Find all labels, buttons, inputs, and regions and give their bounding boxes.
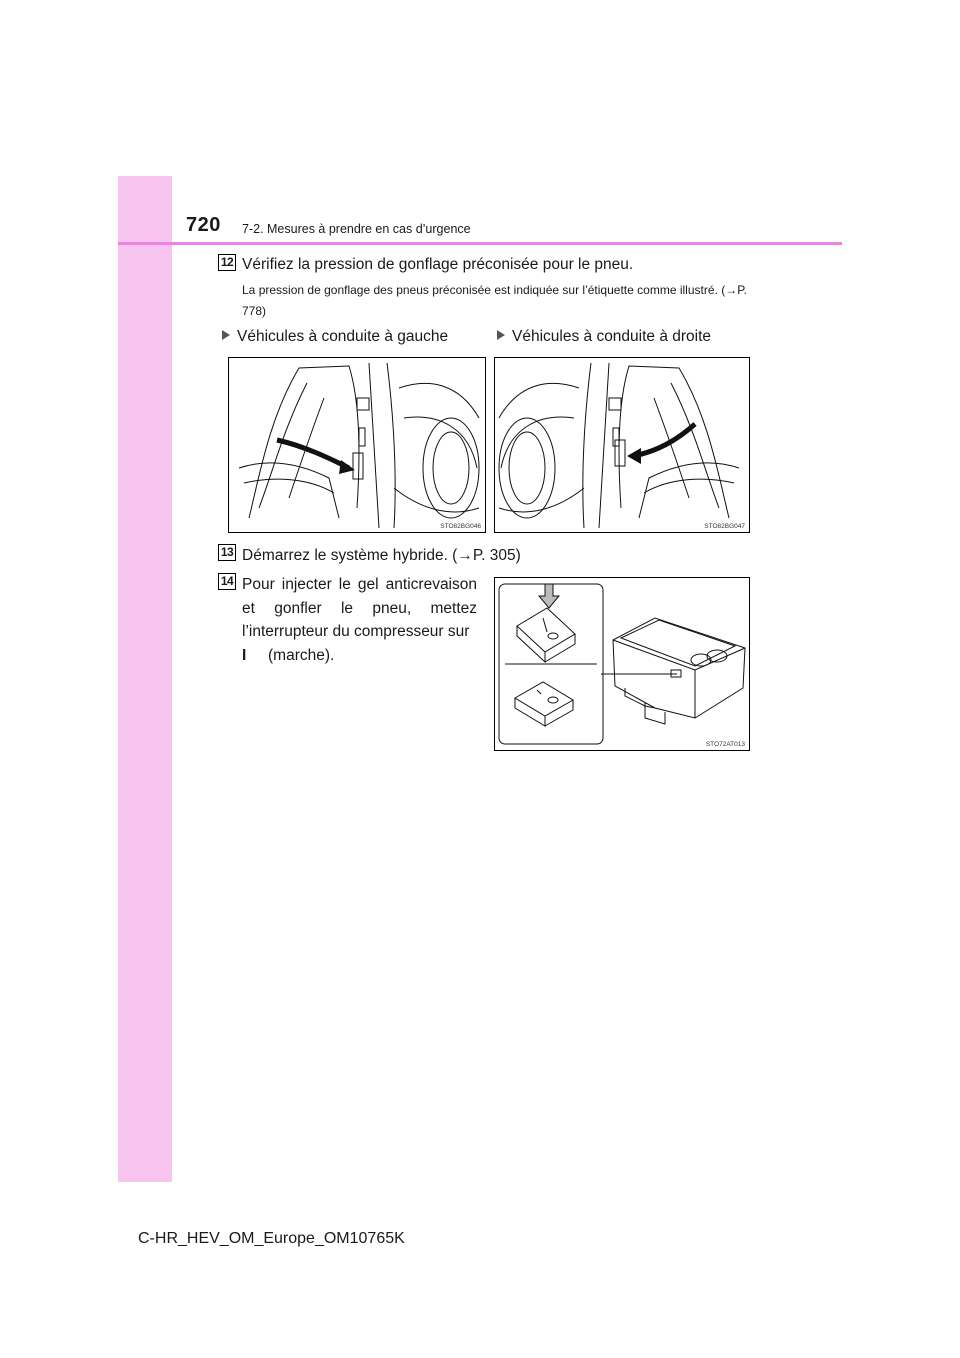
door-pillar-left-illustration <box>229 358 485 532</box>
document-footer: C-HR_HEV_OM_Europe_OM10765K <box>138 1230 405 1247</box>
figure-door-pillar-right <box>494 357 750 533</box>
page-number: 720 <box>186 214 221 236</box>
step-12-text: Vérifiez la pression de gonflage préconisée pour le pneu. <box>242 256 634 273</box>
figure-compressor-switch <box>494 577 750 751</box>
step-number-12: 12 <box>218 254 236 271</box>
header-rule <box>118 242 842 245</box>
figure-code-left: STO82BG046 <box>440 523 481 530</box>
variant-left-label: Véhicules à conduite à gauche <box>237 328 449 345</box>
step-14-text-after: (marche). <box>268 646 335 664</box>
figure-code-compressor: STO72AT013 <box>705 741 745 748</box>
variant-left-drive <box>222 328 448 346</box>
step-14-text-before: Pour injecter le gel anticrevaison et gonfler le pneu, mettez l’interrupteur du compresseur sur <box>242 576 477 640</box>
step-number-13: 13 <box>218 544 236 561</box>
step-13-text: Démarrez le système hybride. (→P. 305) <box>242 547 521 564</box>
step-14-text <box>242 573 477 667</box>
on-symbol: I <box>242 646 247 664</box>
figure-door-pillar-left <box>228 357 486 533</box>
variant-right-label: Véhicules à conduite à droite <box>512 328 712 345</box>
section-title: 7-2. Mesures à prendre en cas d’urgence <box>242 222 471 236</box>
figure-code-right: STO82BG047 <box>704 523 745 530</box>
triangle-bullet-icon <box>497 330 505 340</box>
step-number-14: 14 <box>218 573 236 590</box>
triangle-bullet-icon <box>222 330 230 340</box>
compressor-switch-illustration <box>495 578 749 750</box>
chapter-sidebar-tab <box>118 176 172 1182</box>
variant-right-drive <box>497 328 711 346</box>
door-pillar-right-illustration <box>495 358 749 532</box>
step-12-subtext: La pression de gonflage des pneus préconisée est indiquée sur l’étiquette comme illustré. (→P. 778) <box>242 283 747 318</box>
